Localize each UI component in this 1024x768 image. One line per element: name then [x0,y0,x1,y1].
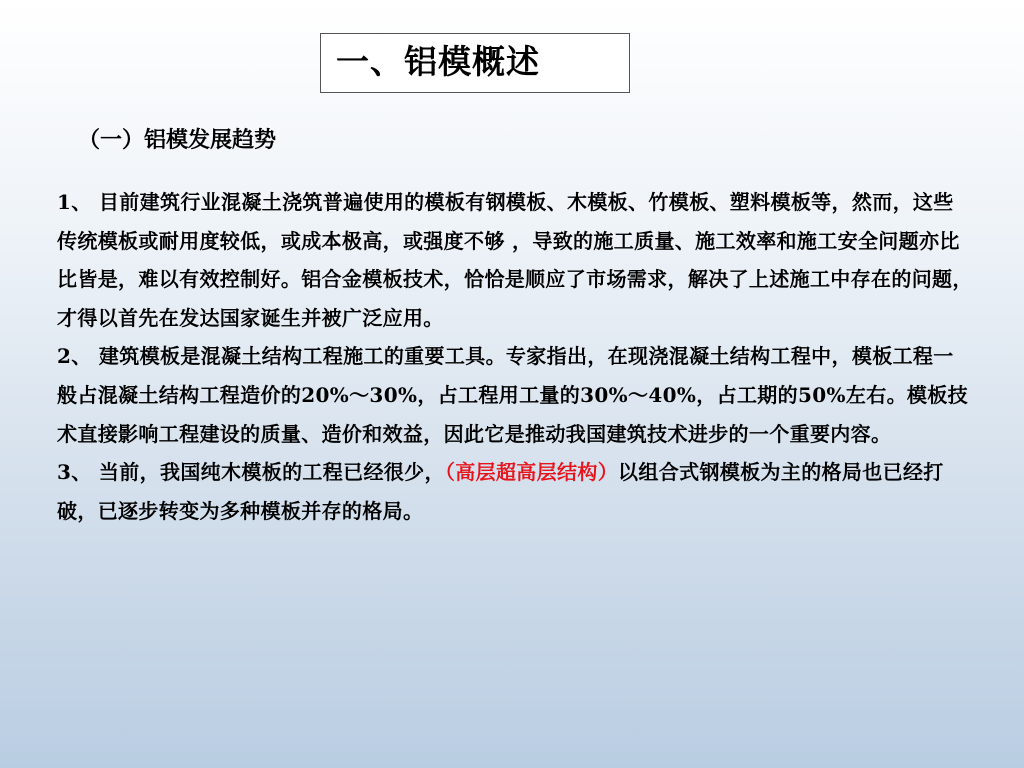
title-box [320,33,630,93]
paragraph-3-lead: 3、 当前，我国纯木模板的工程已经很少， [57,460,445,485]
paragraph-3 [57,453,973,530]
highlighted-phrase: （高层超高层结构） [444,460,619,485]
paragraph-1: 1、 目前建筑行业混凝土浇筑普遍使用的模板有钢模板、木模板、竹模板、塑料模板等，然而，这些传统模板或耐用度较低，或成本极高，或强度不够 ，导致的施工质量、施工效率和施工安全问题亦比比皆是，难以有效控制好。铝合金模板技术，恰恰是顺应了市场需求，解决了上述施工中存在的问题，才得以首先在发达国家诞生并被广泛应用。 [57,190,973,330]
slide-title: 一、铝模概述 [336,42,540,81]
body-text [57,183,973,530]
paragraph-2: 2、 建筑模板是混凝土结构工程施工的重要工具。专家指出，在现浇混凝土结构工程中，模板工程一般占混凝土结构工程造价的20%～30%，占工程用工量的30%～40%，占工期的50%左右。模板技术直接影响工程建设的质量、造价和效益，因此它是推动我国建筑技术进步的一个重要内容。 [57,344,968,446]
paragraph-3-tail: 以组合式钢模板为主的格局也已经打破，已逐步转变为多种模板并存的格局。 [57,460,944,523]
section-subtitle: （一）铝模发展趋势 [78,127,277,153]
